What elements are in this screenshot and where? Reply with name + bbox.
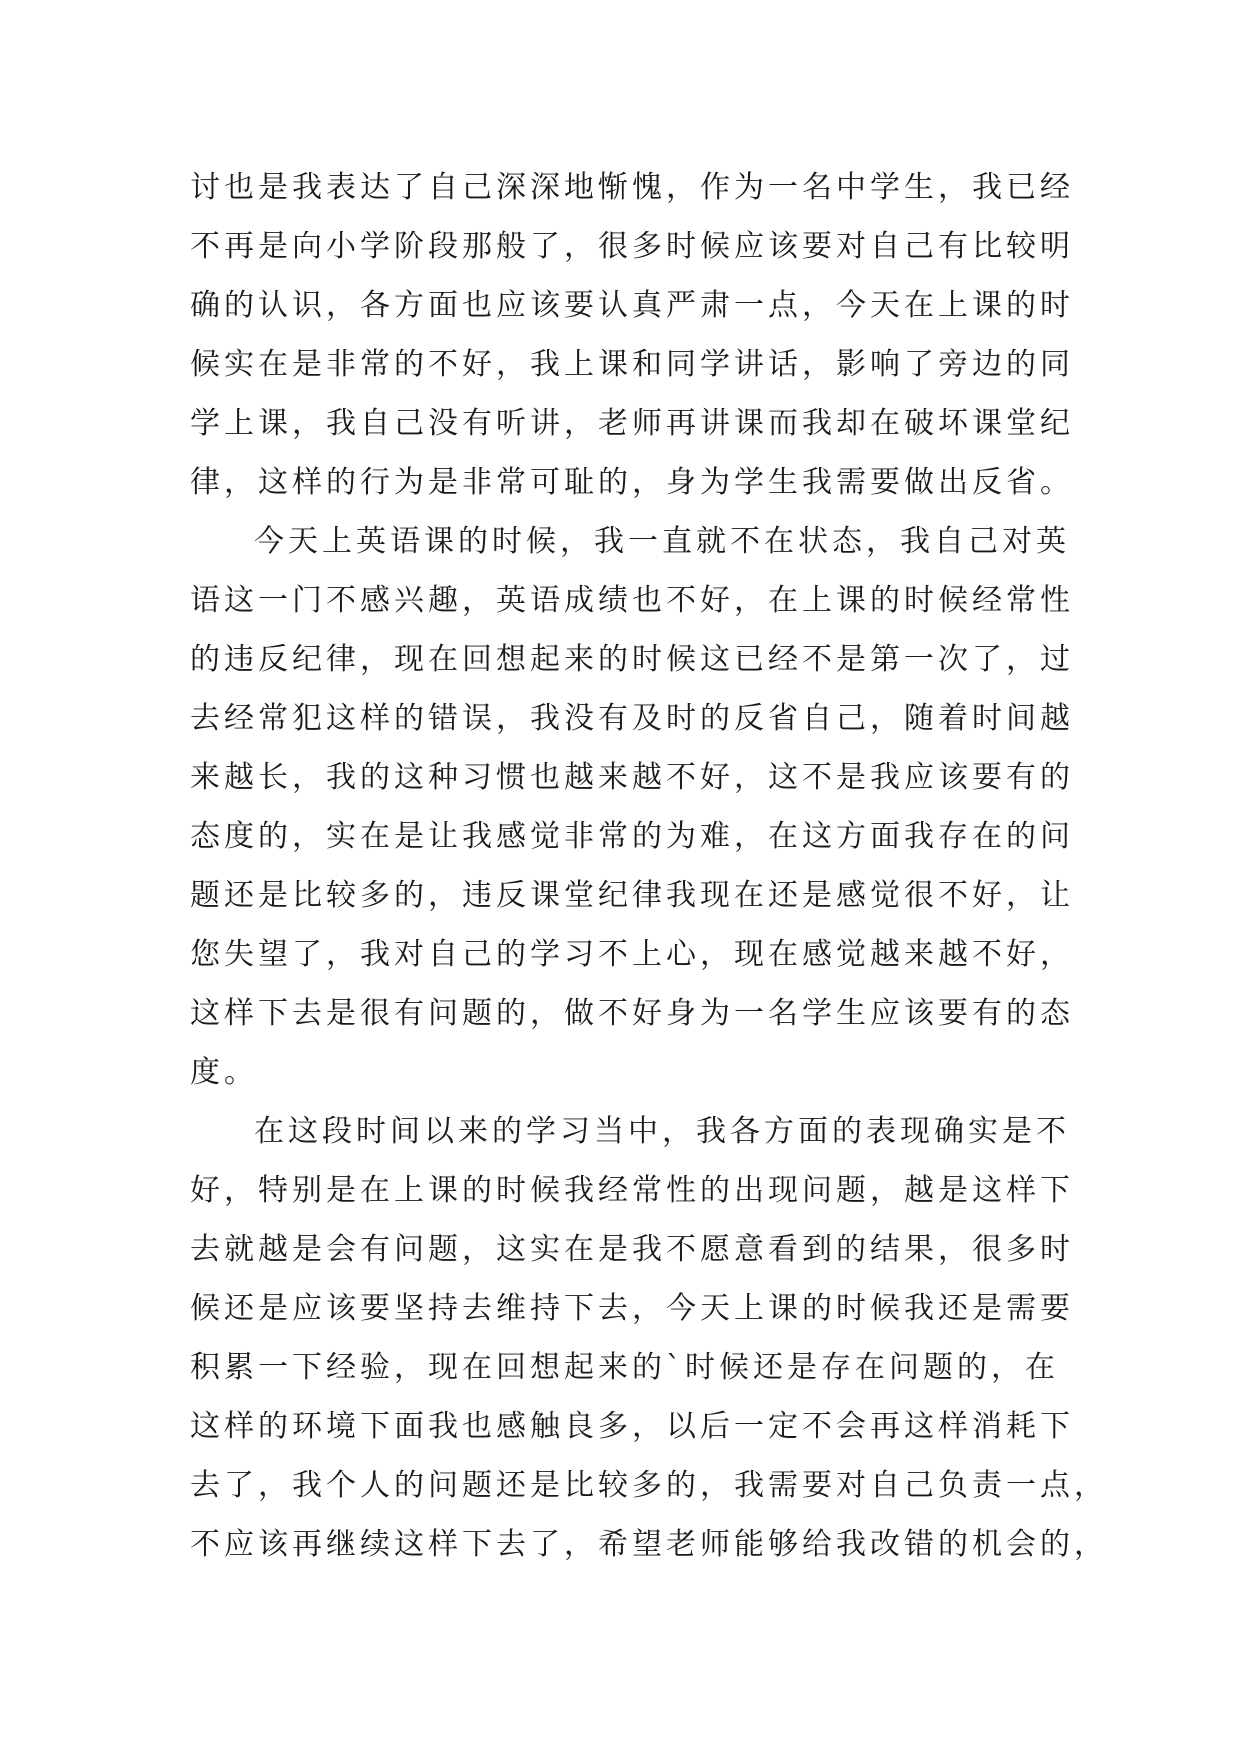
paragraph-start-line: 今天上英语课的时候，我一直就不在状态，我自己对英 xyxy=(254,524,1070,559)
text-line: 您失望了，我对自己的学习不上心，现在感觉越来越不好， xyxy=(190,937,1074,972)
text-line: 态度的，实在是让我感觉非常的为难，在这方面我存在的问 xyxy=(190,819,1074,854)
text-line: 去就越是会有问题，这实在是我不愿意看到的结果，很多时 xyxy=(190,1232,1074,1267)
text-line: 讨也是我表达了自己深深地惭愧，作为一名中学生，我已经 xyxy=(190,170,1074,205)
paragraph-start-line: 在这段时间以来的学习当中，我各方面的表现确实是不 xyxy=(254,1114,1070,1149)
text-line: 题还是比较多的，违反课堂纪律我现在还是感觉很不好，让 xyxy=(190,878,1074,913)
text-line: 好，特别是在上课的时候我经常性的出现问题，越是这样下 xyxy=(190,1173,1074,1208)
text-line: 去了，我个人的问题还是比较多的，我需要对自己负责一点， xyxy=(190,1468,1108,1503)
text-line: 度。 xyxy=(190,1055,258,1090)
document-body xyxy=(190,158,1108,1574)
text-line: 去经常犯这样的错误，我没有及时的反省自己，随着时间越 xyxy=(190,701,1074,736)
text-line: 学上课，我自己没有听讲，老师再讲课而我却在破坏课堂纪 xyxy=(190,406,1074,441)
text-line: 的违反纪律，现在回想起来的时候这已经不是第一次了，过 xyxy=(190,642,1074,677)
text-line: 候实在是非常的不好，我上课和同学讲话，影响了旁边的同 xyxy=(190,347,1074,382)
text-line: 这样的环境下面我也感触良多，以后一定不会再这样消耗下 xyxy=(190,1409,1074,1444)
text-line: 不再是向小学阶段那般了，很多时候应该要对自己有比较明 xyxy=(190,229,1074,264)
text-line: 候还是应该要坚持去维持下去，今天上课的时候我还是需要 xyxy=(190,1291,1074,1326)
text-line: 来越长，我的这种习惯也越来越不好，这不是我应该要有的 xyxy=(190,760,1074,795)
text-line: 语这一门不感兴趣，英语成绩也不好，在上课的时候经常性 xyxy=(190,583,1074,618)
text-line: 这样下去是很有问题的，做不好身为一名学生应该要有的态 xyxy=(190,996,1074,1031)
text-line: 不应该再继续这样下去了，希望老师能够给我改错的机会的， xyxy=(190,1527,1108,1562)
text-line: 律，这样的行为是非常可耻的，身为学生我需要做出反省。 xyxy=(190,465,1074,500)
text-line: 积累一下经验，现在回想起来的`时候还是存在问题的，在 xyxy=(190,1350,1059,1385)
text-line: 确的认识，各方面也应该要认真严肃一点，今天在上课的时 xyxy=(190,288,1074,323)
